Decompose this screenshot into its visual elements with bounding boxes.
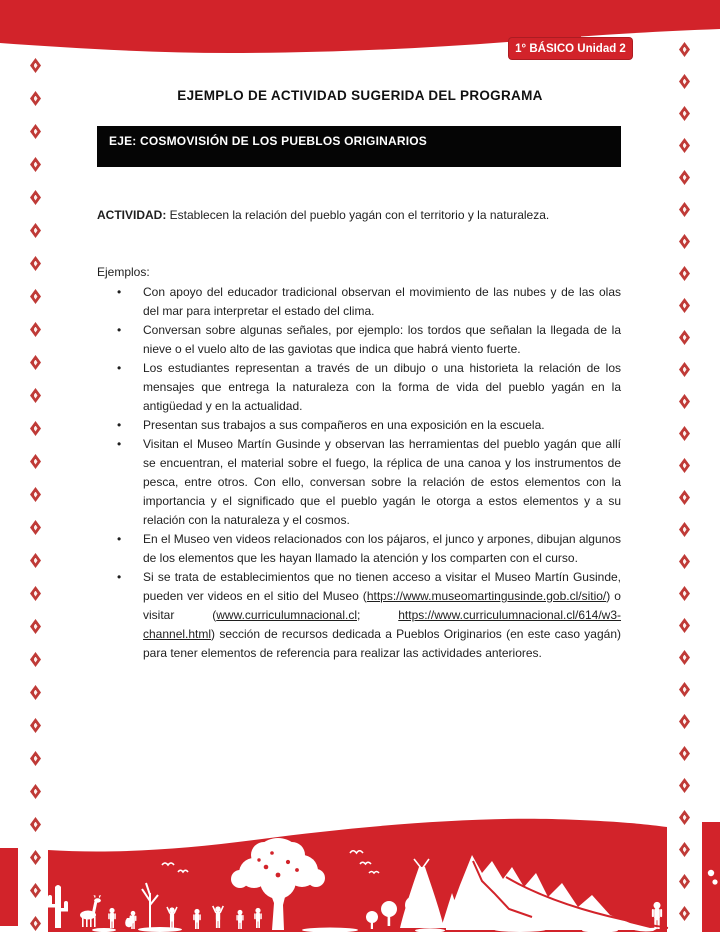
- diamond-icon: [30, 190, 41, 205]
- diamond-icon: [30, 487, 41, 502]
- diamond-icon: [30, 289, 41, 304]
- diamond-icon: [679, 714, 690, 729]
- eje-header-label: EJE: COSMOVISIÓN DE LOS PUEBLOS ORIGINARIOS: [109, 134, 427, 148]
- diamond-icon: [679, 394, 690, 409]
- diamond-icon: [679, 106, 690, 121]
- unit-badge-label: 1° BÁSICO Unidad 2: [515, 42, 626, 55]
- list-item: • Si se trata de establecimientos que no tienen acceso a visitar el Museo Martín Gusinde, pueden ver videos en el sitio del Museo (https://www.museomartingusinde.gob.cl/sitio/) o visitar (www.curriculumnacional.cl; https://www.curriculumnacional.cl/614/w3-channel.html) sección de recursos dedicada a Pueblos Originarios (en este caso yagán) para tener elementos de referencia para realizar las actividades anteriores.: [143, 568, 621, 663]
- diamond-icon: [30, 223, 41, 238]
- diamond-icon: [679, 74, 690, 89]
- left-border-diamonds: [30, 0, 42, 932]
- bottom-left-edge-bar: [0, 848, 18, 926]
- diamond-icon: [679, 490, 690, 505]
- diamond-icon: [30, 718, 41, 733]
- diamond-icon: [30, 454, 41, 469]
- link[interactable]: https://www.curriculumnacional.cl/614/w3-channel.html: [143, 608, 622, 641]
- diamond-icon: [30, 685, 41, 700]
- diamond-icon: [679, 234, 690, 249]
- list-item: • Conversan sobre algunas señales, por ejemplo: los tordos que señalan la llegada de la nieve o el vuelo alto de las gaviotas que indica que habrá viento fuerte.: [143, 321, 621, 359]
- unit-badge: [508, 37, 633, 60]
- diamond-icon: [679, 682, 690, 697]
- list-item: • En el Museo ven videos relacionados con los pájaros, el junco y arpones, dibujan algunos de los elementos que les hayan llamado la atención y los comparten con el curso.: [143, 530, 621, 568]
- diamond-icon: [30, 619, 41, 634]
- diamond-icon: [679, 330, 690, 345]
- diamond-icon: [679, 778, 690, 793]
- diamond-icon: [30, 652, 41, 667]
- diamond-icon: [30, 553, 41, 568]
- right-border-diamonds: [679, 0, 691, 932]
- diamond-icon: [679, 202, 690, 217]
- link[interactable]: www.curriculumnacional.cl: [216, 608, 357, 622]
- diamond-icon: [679, 298, 690, 313]
- diamond-icon: [679, 522, 690, 537]
- diamond-icon: [30, 586, 41, 601]
- bottom-art-band: [0, 815, 720, 932]
- list-item: • Visitan el Museo Martín Gusinde y observan las herramientas del pueblo yagán que allí se encuentran, el material sobre el fuego, la réplica de una canoa y los instrumentos de pesca, entre otros. Con ello, conversan sobre la relación de estos elementos con la importancia y el significado que el pueblo yagán le otorga a estos elementos y a su relación con la naturaleza y el cosmos.: [143, 435, 621, 530]
- diamond-icon: [30, 124, 41, 139]
- link[interactable]: https://www.museomartingusinde.gob.cl/sitio/: [366, 589, 607, 603]
- diamond-icon: [679, 618, 690, 633]
- activity-label: ACTIVIDAD:: [97, 208, 167, 222]
- examples-list: [97, 283, 621, 663]
- diamond-icon: [679, 138, 690, 153]
- diamond-icon: [30, 157, 41, 172]
- list-item: • Con apoyo del educador tradicional observan el movimiento de las nubes y de las olas del mar para interpretar el estado del clima.: [143, 283, 621, 321]
- diamond-icon: [679, 170, 690, 185]
- diamond-icon: [679, 362, 690, 377]
- diamond-icon: [30, 421, 41, 436]
- diamond-icon: [679, 554, 690, 569]
- diamond-icon: [679, 42, 690, 57]
- diamond-icon: [679, 458, 690, 473]
- diamond-icon: [30, 322, 41, 337]
- page-title: EJEMPLO DE ACTIVIDAD SUGERIDA DEL PROGRAMA: [177, 88, 543, 103]
- diamond-icon: [679, 586, 690, 601]
- diamond-icon: [30, 520, 41, 535]
- activity-line: [97, 206, 621, 225]
- list-item: • Los estudiantes representan a través de un dibujo o una historieta la relación de los mensajes que entrega la naturaleza con la forma de vida del pueblo yagán en la antigüedad y en la actualidad.: [143, 359, 621, 416]
- diamond-icon: [679, 746, 690, 761]
- diamond-icon: [30, 751, 41, 766]
- diamond-icon: [30, 355, 41, 370]
- diamond-icon: [679, 266, 690, 281]
- diamond-icon: [679, 426, 690, 441]
- bottom-right-edge-bar: [702, 822, 720, 932]
- eje-header-bar: [97, 126, 621, 167]
- diamond-icon: [30, 388, 41, 403]
- diamond-icon: [679, 650, 690, 665]
- list-item: • Presentan sus trabajos a sus compañeros en una exposición en la escuela.: [143, 416, 621, 435]
- examples-heading: Ejemplos:: [97, 265, 150, 279]
- activity-text: Establecen la relación del pueblo yagán con el territorio y la naturaleza.: [166, 208, 550, 222]
- diamond-icon: [30, 256, 41, 271]
- diamond-icon: [30, 784, 41, 799]
- diamond-icon: [30, 58, 41, 73]
